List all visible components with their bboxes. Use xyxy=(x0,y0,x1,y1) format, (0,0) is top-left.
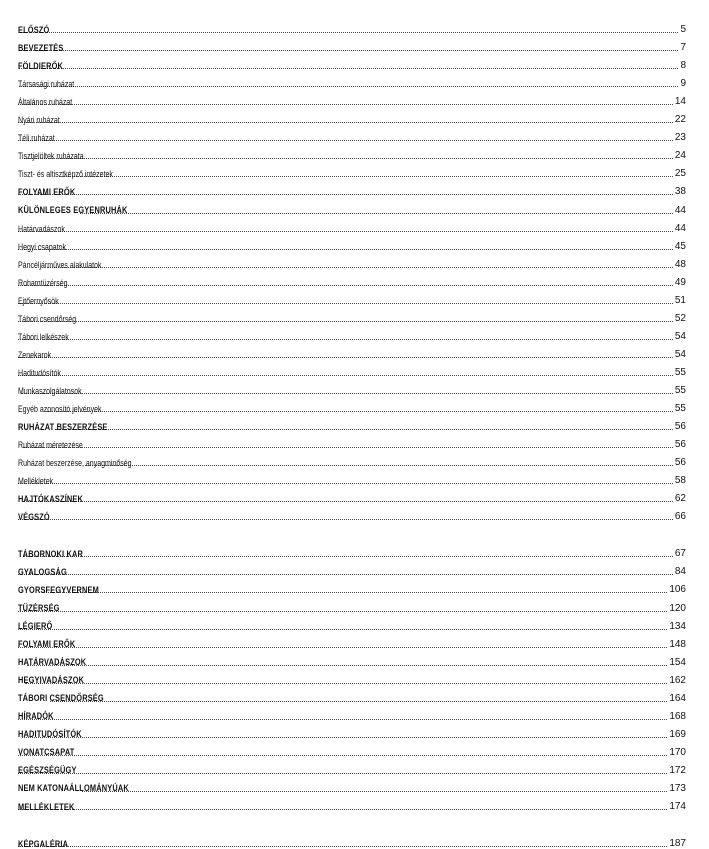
toc-entry-title: Hegyi csapatok xyxy=(18,241,67,252)
toc-entry xyxy=(18,704,686,722)
dot-leader xyxy=(18,32,678,33)
toc-entry-title: Tiszt- és altisztképző intézetek xyxy=(18,169,113,180)
toc-entry xyxy=(18,161,686,179)
toc-entry xyxy=(18,614,686,632)
toc-entry-page: 56 xyxy=(674,421,686,433)
toc-entry-page: 54 xyxy=(674,330,686,342)
toc-entry-title: HAJTÓKASZÍNEK xyxy=(18,493,84,505)
toc-entry-title: NEM KATONAÁLLOMÁNYÚAK xyxy=(18,783,129,794)
dot-leader xyxy=(18,321,673,322)
toc-entry-page: 55 xyxy=(674,384,686,396)
toc-entry-title: GYORSFEGYVERNEM xyxy=(18,584,99,596)
toc-entry-page: 172 xyxy=(669,764,686,776)
toc-entry xyxy=(18,234,686,252)
toc-entry xyxy=(18,686,686,704)
toc-entry-title: VONATCSAPAT xyxy=(18,747,75,758)
toc-entry-title: Mellékletek xyxy=(18,476,54,487)
toc-section-1 xyxy=(18,17,686,522)
toc-entry-title: Tábori lelkészek xyxy=(18,331,69,342)
toc-entry-page: 51 xyxy=(674,294,686,306)
toc-entry xyxy=(18,632,686,650)
toc-entry-page: 44 xyxy=(674,204,686,216)
toc-entry-page: 5 xyxy=(680,24,686,36)
toc-entry xyxy=(18,468,686,486)
toc-entry xyxy=(18,758,686,776)
dot-leader xyxy=(82,791,667,792)
toc-entry xyxy=(18,432,686,450)
toc-entry-page: 25 xyxy=(674,168,686,180)
toc-entry xyxy=(18,143,686,161)
toc-entry xyxy=(18,216,686,234)
dot-leader xyxy=(18,574,673,575)
dot-leader xyxy=(50,701,667,702)
dot-leader xyxy=(27,665,667,666)
toc-entry xyxy=(18,197,686,215)
dot-leader xyxy=(18,50,678,51)
toc-entry-page: 62 xyxy=(674,493,686,505)
toc-entry-title: TÜZÉRSÉG xyxy=(18,603,60,614)
toc-entry xyxy=(18,776,686,794)
dot-leader xyxy=(44,592,668,593)
toc-entry-page: 52 xyxy=(674,312,686,324)
toc-entry xyxy=(18,53,686,71)
toc-entry-title: HADITUDÓSÍTÓK xyxy=(18,729,82,740)
toc-entry-title: Munkaszolgálatosok xyxy=(18,385,82,396)
toc-entry xyxy=(18,35,686,53)
toc-entry xyxy=(18,288,686,306)
toc-entry xyxy=(18,324,686,342)
toc-entry-page: 58 xyxy=(674,475,686,487)
toc-entry-page: 49 xyxy=(674,276,686,288)
dot-leader xyxy=(18,483,673,484)
toc-entry-title: Zenekarok xyxy=(18,349,52,360)
toc-entry-page: 56 xyxy=(674,439,686,451)
toc-entry-title: HEGYIVADÁSZOK xyxy=(18,675,85,686)
toc-entry-title: Ejtőernyősök xyxy=(18,295,59,306)
toc-entry-page: 173 xyxy=(669,782,686,794)
dot-leader xyxy=(18,629,667,630)
dot-leader xyxy=(24,158,673,159)
toc-entry-page: 169 xyxy=(669,728,686,740)
toc-entry-title: BEVEZETÉS xyxy=(18,42,64,54)
toc-entry-title: Téli ruházat xyxy=(18,133,55,144)
toc-entry xyxy=(18,342,686,360)
toc-entry-title: ELŐSZÓ xyxy=(18,24,50,36)
toc-entry-page: 48 xyxy=(674,258,686,270)
table-of-contents xyxy=(18,17,686,849)
dot-leader xyxy=(21,393,672,394)
toc-entry xyxy=(18,270,686,288)
dot-leader xyxy=(18,809,667,810)
toc-entry xyxy=(18,252,686,270)
toc-entry xyxy=(18,71,686,89)
toc-entry-page: 66 xyxy=(674,511,686,523)
toc-entry-title: FÖLDIERŐK xyxy=(18,60,64,72)
dot-leader xyxy=(23,501,673,502)
toc-entry-title: Páncéljárműves alakulatok xyxy=(18,259,102,270)
toc-section-2 xyxy=(18,541,686,812)
dot-leader xyxy=(18,122,673,123)
dot-leader xyxy=(47,267,673,268)
dot-leader xyxy=(18,194,673,195)
toc-entry-page: 7 xyxy=(680,42,686,54)
toc-entry-title: Határvadászok xyxy=(18,223,65,234)
toc-entry-page: 23 xyxy=(674,132,686,144)
toc-entry-page: 120 xyxy=(669,602,686,614)
toc-entry-title: Nyári ruházat xyxy=(18,115,60,126)
toc-entry xyxy=(18,306,686,324)
toc-entry-title: HATÁRVADÁSZOK xyxy=(18,657,87,668)
dot-leader xyxy=(18,611,667,612)
dot-leader xyxy=(18,86,678,87)
toc-entry xyxy=(18,396,686,414)
toc-entry-page: 174 xyxy=(669,801,686,813)
dot-leader xyxy=(18,519,673,520)
toc-entry-page: 44 xyxy=(674,222,686,234)
toc-entry-page: 164 xyxy=(669,692,686,704)
toc-entry-page: 162 xyxy=(669,674,686,686)
dot-leader xyxy=(18,339,673,340)
section-spacer xyxy=(18,522,686,541)
toc-entry-page: 55 xyxy=(674,366,686,378)
dot-leader xyxy=(47,411,673,412)
toc-entry xyxy=(18,595,686,613)
toc-entry-page: 45 xyxy=(674,240,686,252)
toc-entry xyxy=(18,360,686,378)
toc-entry-page: 187 xyxy=(669,838,686,849)
dot-leader xyxy=(18,249,673,250)
toc-entry-title: Társasági ruházat xyxy=(18,79,75,90)
dot-leader xyxy=(23,556,673,557)
dot-leader xyxy=(18,357,673,358)
dot-leader xyxy=(18,104,673,105)
dot-leader xyxy=(80,213,673,214)
toc-entry-title: TÁBORI CSENDŐRSÉG xyxy=(18,693,104,704)
toc-entry-page: 38 xyxy=(674,186,686,198)
dot-leader xyxy=(23,447,673,448)
dot-leader xyxy=(18,755,667,756)
dot-leader xyxy=(18,68,678,69)
toc-entry-title: Egyéb azonosító jelvények xyxy=(18,404,102,415)
dot-leader xyxy=(22,737,668,738)
toc-entry xyxy=(18,89,686,107)
toc-entry xyxy=(18,450,686,468)
dot-leader xyxy=(18,231,673,232)
toc-entry xyxy=(18,107,686,125)
toc-entry-title: RUHÁZAT BESZERZÉSE xyxy=(18,421,108,433)
toc-entry-page: 8 xyxy=(680,60,686,72)
toc-entry-title: Általános ruházat xyxy=(18,97,73,108)
toc-section-3 xyxy=(18,831,686,849)
toc-entry xyxy=(18,559,686,577)
toc-entry-page: 54 xyxy=(674,348,686,360)
toc-entry xyxy=(18,740,686,758)
toc-entry xyxy=(18,378,686,396)
dot-leader xyxy=(18,303,673,304)
toc-entry-title: VÉGSZÓ xyxy=(18,511,50,523)
toc-entry xyxy=(18,504,686,522)
toc-entry xyxy=(18,722,686,740)
toc-entry-page: 22 xyxy=(674,114,686,126)
toc-entry-title: Tábori csendőrség xyxy=(18,313,77,324)
toc-entry-title: FOLYAMI ERŐK xyxy=(18,186,76,198)
toc-entry-page: 24 xyxy=(674,150,686,162)
toc-entry-title: Ruházat beszerzése, anyagminőség xyxy=(18,458,132,469)
dot-leader xyxy=(18,773,667,774)
toc-entry-title: TÁBORNOKI KAR xyxy=(18,548,84,560)
toc-entry-page: 67 xyxy=(674,548,686,560)
toc-entry xyxy=(18,486,686,504)
toc-entry-page: 84 xyxy=(674,566,686,578)
toc-entry-page: 148 xyxy=(669,638,686,650)
toc-entry-page: 170 xyxy=(669,746,686,758)
toc-entry-page: 14 xyxy=(674,96,686,108)
toc-entry-title: KÉPGALÉRIA xyxy=(18,838,69,849)
toc-entry-title: Tisztjelöltek ruházata xyxy=(18,151,84,162)
toc-entry xyxy=(18,17,686,35)
dot-leader xyxy=(18,375,673,376)
toc-entry-title: Haditudósítók xyxy=(18,367,61,378)
toc-entry-title: LÉGIERŐ xyxy=(18,621,53,632)
toc-entry-page: 134 xyxy=(669,620,686,632)
toc-entry xyxy=(18,650,686,668)
dot-leader xyxy=(18,140,673,141)
toc-entry-title: Ruházat méretezése xyxy=(18,440,83,451)
toc-entry-title: FOLYAMI ERŐK xyxy=(18,639,76,650)
dot-leader xyxy=(25,683,668,684)
dot-leader xyxy=(85,465,672,466)
toc-entry-title: EGÉSZSÉGÜGY xyxy=(18,765,77,776)
toc-entry-title: KÜLÖNLEGES EGYENRUHÁK xyxy=(18,205,128,216)
toc-entry xyxy=(18,577,686,595)
toc-entry xyxy=(18,125,686,143)
dot-leader xyxy=(55,429,673,430)
toc-entry-page: 56 xyxy=(674,457,686,469)
toc-entry-page: 154 xyxy=(669,656,686,668)
dot-leader xyxy=(18,719,667,720)
section-spacer xyxy=(18,812,686,831)
toc-entry-title: HÍRADÓK xyxy=(18,711,54,722)
toc-entry-page: 55 xyxy=(674,403,686,415)
toc-entry xyxy=(18,668,686,686)
toc-entry-page: 168 xyxy=(669,710,686,722)
toc-entry-title: GYALOGSÁG xyxy=(18,566,67,578)
toc-entry-page: 9 xyxy=(680,78,686,90)
toc-entry xyxy=(18,179,686,197)
toc-entry xyxy=(18,794,686,812)
toc-entry xyxy=(18,831,686,849)
dot-leader xyxy=(18,647,667,648)
toc-entry-page: 106 xyxy=(669,584,686,596)
toc-entry xyxy=(18,414,686,432)
toc-entry-title: Rohamtüzérség xyxy=(18,277,68,288)
dot-leader xyxy=(18,846,667,847)
toc-entry-title: MELLÉKLETEK xyxy=(18,801,75,813)
dot-leader xyxy=(18,285,673,286)
dot-leader xyxy=(62,176,673,177)
toc-entry xyxy=(18,541,686,559)
